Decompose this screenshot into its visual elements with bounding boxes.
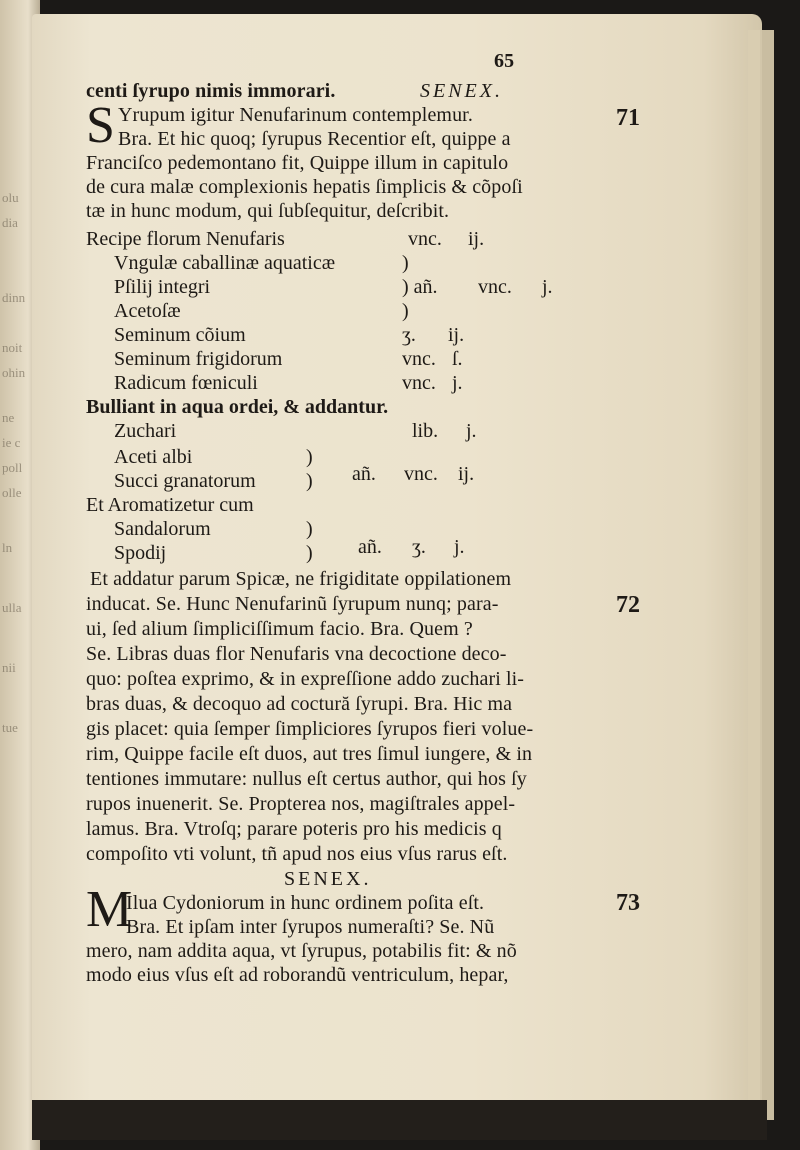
recipe-ingredient: Sandalorum xyxy=(114,518,211,540)
recipe-quantity: j. xyxy=(542,276,553,298)
recipe-instruction: Bulliant in aqua ordei, & addantur. xyxy=(86,396,389,418)
text-line: Ilua Cydoniorum in hunc ordinem poſita eſt. xyxy=(126,892,485,914)
recipe-ingredient: Pſilij integri xyxy=(114,276,211,298)
text-line: rupos inuenerit. Se. Propterea nos, magiſtrales appel- xyxy=(86,793,516,815)
recipe-quantity: ſ. xyxy=(452,348,463,370)
text-line: quo: poſtea exprimo, & in expreſſione addo zuchari li- xyxy=(86,668,525,690)
recipe-quantity: ij. xyxy=(468,228,485,250)
recipe-ingredient: Aceti albi xyxy=(114,446,193,468)
text-line: lamus. Bra. Vtroſq; parare poteris pro his medicis q xyxy=(86,818,502,840)
recipe-unit: vnc. xyxy=(402,348,436,370)
recipe-ingredient: Succi granatorum xyxy=(114,470,256,492)
facing-page-fragment: ulla xyxy=(2,600,22,615)
text-line: rim, Quippe facile eſt duos, aut tres ſimul iungere, & in xyxy=(86,743,533,765)
recipe-brace: ) xyxy=(402,300,409,322)
page-edge xyxy=(748,30,760,1120)
heading: SENEX. xyxy=(420,80,503,102)
recipe-ingredient: Radicum fœniculi xyxy=(114,372,258,394)
recipe-unit: vnc. xyxy=(408,228,442,250)
recipe-quantity: vnc. xyxy=(478,276,512,298)
recipe-unit: añ. xyxy=(352,463,376,485)
page-bottom-shadow xyxy=(32,1100,767,1140)
recipe-unit: lib. xyxy=(412,420,439,442)
recipe-unit: ʒ. xyxy=(402,324,416,346)
recipe-unit: ʒ. xyxy=(412,536,426,558)
recipe-instruction: Et Aromatizetur cum xyxy=(86,494,254,516)
drop-cap: M xyxy=(86,881,133,938)
facing-page-fragment: tue xyxy=(2,720,18,735)
text-line: Bra. Et ipſam inter ſyrupos numeraſti? Se. Nũ xyxy=(126,916,495,938)
recipe-brace: ) xyxy=(402,252,409,274)
recipe-quantity: j. xyxy=(466,420,477,442)
drop-cap: S xyxy=(86,97,115,154)
recipe-ingredient: Zuchari xyxy=(114,420,177,442)
facing-page-fragment: ln xyxy=(2,540,13,555)
text-line: centi ſyrupo nimis immorari. xyxy=(86,80,336,102)
facing-page-fragment: dia xyxy=(2,215,18,230)
facing-page-fragment: olle xyxy=(2,485,22,500)
text-line: Et addatur parum Spicæ, ne frigiditate oppilationem xyxy=(90,568,512,590)
recipe-quantity: ij. xyxy=(458,463,475,485)
facing-page-fragment: olu xyxy=(2,190,19,205)
recipe-ingredient: Seminum frigidorum xyxy=(114,348,283,370)
recipe-ingredient: Recipe florum Nenufaris xyxy=(86,228,285,250)
facing-page-fragment: poll xyxy=(2,460,23,475)
margin-number: 71 xyxy=(616,105,640,131)
recipe-unit: vnc. xyxy=(404,463,438,485)
text-line: bras duas, & decoquo ad coctură ſyrupi. Bra. Hic ma xyxy=(86,693,513,715)
facing-page-fragment: dinn xyxy=(2,290,26,305)
recipe-ingredient: Spodij xyxy=(114,542,167,564)
recipe-brace: ) xyxy=(306,446,313,468)
recipe-unit: añ. xyxy=(358,536,382,558)
facing-page-fragment: ie c xyxy=(2,435,21,450)
recipe-brace: ) xyxy=(306,518,313,540)
margin-number: 73 xyxy=(616,890,640,916)
text-line: compoſito vti volunt, tñ apud nos eius vſus rarus eſt. xyxy=(86,843,508,865)
recipe-quantity: j. xyxy=(454,536,465,558)
recipe-unit: ) añ. xyxy=(402,276,438,298)
text-line: gis placet: quia ſemper ſimpliciores ſyrupos fieri volue- xyxy=(86,718,534,740)
facing-page-fragment: nii xyxy=(2,660,16,675)
recipe-brace: ) xyxy=(306,470,313,492)
text-line: Se. Libras duas flor Nenufaris vna decoctione deco- xyxy=(86,643,507,665)
recipe-unit: vnc. xyxy=(402,372,436,394)
text-line: Franciſco pedemontano fit, Quippe illum in capitulo xyxy=(86,152,509,174)
text-line: tæ in hunc modum, qui ſubſequitur, deſcribit. xyxy=(86,200,450,222)
text-line: ui, ſed alium ſimpliciſſimum facio. Bra. Quem ? xyxy=(86,618,473,640)
text-line: de cura malæ complexionis hepatis ſimplicis & cõpoſi xyxy=(86,176,523,198)
recipe-quantity: j. xyxy=(452,372,463,394)
recipe-brace: ) xyxy=(306,542,313,564)
recipe-ingredient: Seminum cõium xyxy=(114,324,246,346)
heading: SENEX. xyxy=(284,868,372,890)
recipe-ingredient: Vngulæ caballinæ aquaticæ xyxy=(114,252,336,274)
page-number: 65 xyxy=(494,50,515,72)
page-edge xyxy=(762,30,774,1120)
text-line: tentiones immutare: nullus eſt certus author, qui hos ſy xyxy=(86,768,527,790)
margin-number: 72 xyxy=(616,592,640,618)
facing-page-fragment: noit xyxy=(2,340,23,355)
facing-page-fragment: ohin xyxy=(2,365,26,380)
text-line: Bra. Et hic quoq; ſyrupus Recentior eſt, quippe a xyxy=(118,128,511,150)
text-line: Yrupum igitur Nenufarinum contemplemur. xyxy=(118,104,473,126)
recipe-ingredient: Acetoſæ xyxy=(114,300,181,322)
facing-page-fragment: ne xyxy=(2,410,15,425)
text-line: modo eius vſus eſt ad roborandũ ventriculum, hepar, xyxy=(86,964,509,986)
text-line: mero, nam addita aqua, vt ſyrupus, potabilis fit: & nõ xyxy=(86,940,517,962)
text-line: inducat. Se. Hunc Nenufarinũ ſyrupum nunq; para- xyxy=(86,593,499,615)
recipe-quantity: ij. xyxy=(448,324,465,346)
